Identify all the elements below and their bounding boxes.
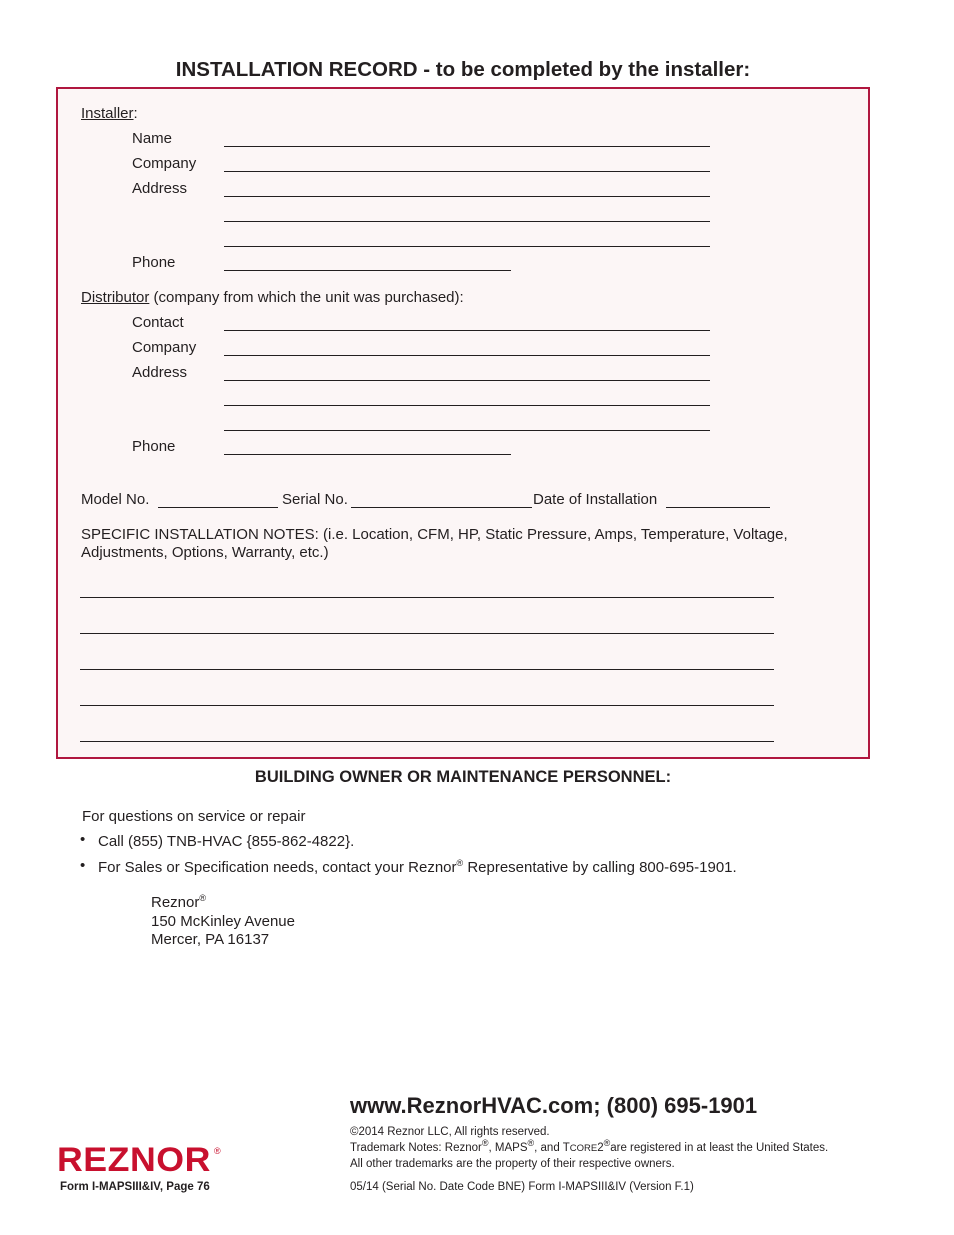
installer-name-field[interactable] bbox=[224, 146, 710, 147]
reznor-logo: REZNOR bbox=[57, 1141, 211, 1179]
copyright: ©2014 Reznor LLC, All rights reserved. bbox=[350, 1126, 550, 1138]
tm-b: , MAPS bbox=[488, 1142, 528, 1154]
address-city: Mercer, PA 16137 bbox=[151, 931, 270, 948]
distributor-phone-label: Phone bbox=[132, 438, 176, 455]
address-name-reg: ® bbox=[199, 893, 206, 903]
distributor-heading bbox=[81, 289, 464, 306]
installer-address-label: Address bbox=[132, 180, 188, 197]
distributor-company-field[interactable] bbox=[224, 355, 710, 356]
bullet-2-text-a: For Sales or Specification needs, contact your Reznor bbox=[98, 859, 457, 876]
installer-company-field[interactable] bbox=[224, 171, 710, 172]
address-name-text: Reznor bbox=[151, 894, 200, 911]
distributor-address-field-3[interactable] bbox=[224, 430, 710, 431]
other-trademarks: All other trademarks are the property of their respective owners. bbox=[350, 1158, 675, 1170]
bullet-2-marker: • bbox=[80, 857, 86, 874]
installer-heading-text: Installer bbox=[81, 105, 134, 122]
tm-d: 2 bbox=[597, 1142, 604, 1154]
distributor-note: (company from which the unit was purchased): bbox=[149, 289, 464, 306]
model-label: Model No. bbox=[81, 491, 150, 508]
trademark-notes bbox=[350, 1138, 829, 1154]
form-page-number: Form I-MAPSIII&IV, Page 76 bbox=[60, 1181, 210, 1193]
distributor-address-field-2[interactable] bbox=[224, 405, 710, 406]
bullet-2-reg: ® bbox=[456, 858, 464, 868]
installer-company-label: Company bbox=[132, 155, 197, 172]
model-field[interactable] bbox=[158, 507, 278, 508]
distributor-contact-label: Contact bbox=[132, 314, 184, 331]
installer-address-field-1[interactable] bbox=[224, 196, 710, 197]
installer-phone-field[interactable] bbox=[224, 270, 511, 271]
installer-address-field-2[interactable] bbox=[224, 221, 710, 222]
installer-colon: : bbox=[133, 105, 138, 122]
tm-reg-1: ® bbox=[481, 1138, 489, 1149]
serial-field[interactable] bbox=[351, 507, 532, 508]
tm-a: Trademark Notes: Reznor bbox=[350, 1142, 482, 1154]
serial-label: Serial No. bbox=[282, 491, 348, 508]
owner-intro: For questions on service or repair bbox=[82, 808, 306, 825]
tm-e: are registered in at least the United States. bbox=[610, 1142, 829, 1154]
logo-reg-mark: ® bbox=[214, 1146, 221, 1156]
notes-line-2[interactable] bbox=[80, 633, 774, 634]
date-code: 05/14 (Serial No. Date Code BNE) Form I-MAPSIII&IV (Version F.1) bbox=[350, 1181, 694, 1193]
notes-line-5[interactable] bbox=[80, 741, 774, 742]
installer-address-field-3[interactable] bbox=[224, 246, 710, 247]
distributor-address-field-1[interactable] bbox=[224, 380, 710, 381]
distributor-phone-field[interactable] bbox=[224, 454, 511, 455]
installer-heading bbox=[81, 105, 138, 122]
bullet-1-text: Call (855) TNB-HVAC {855-862-4822}. bbox=[98, 833, 355, 850]
installer-name-label: Name bbox=[132, 130, 173, 147]
notes-line-4[interactable] bbox=[80, 705, 774, 706]
distributor-contact-field[interactable] bbox=[224, 330, 710, 331]
notes-label-line1: SPECIFIC INSTALLATION NOTES: (i.e. Location, CFM, HP, Static Pressure, Amps, Temperature, Voltage, bbox=[81, 526, 788, 543]
distributor-address-label: Address bbox=[132, 364, 188, 381]
address-street: 150 McKinley Avenue bbox=[151, 913, 295, 930]
owner-heading: BUILDING OWNER OR MAINTENANCE PERSONNEL: bbox=[254, 768, 672, 786]
tm-c: , and T bbox=[534, 1142, 570, 1154]
distributor-heading-text: Distributor bbox=[81, 289, 150, 306]
address-name bbox=[151, 894, 206, 911]
distributor-company-label: Company bbox=[132, 339, 197, 356]
bullet-2-text-b: Representative by calling 800-695-1901. bbox=[463, 859, 737, 876]
page-title: INSTALLATION RECORD - to be completed by the installer: bbox=[175, 58, 751, 81]
notes-line-1[interactable] bbox=[80, 597, 774, 598]
install-date-field[interactable] bbox=[666, 507, 770, 508]
bullet-1-marker: • bbox=[80, 831, 86, 848]
installer-phone-label: Phone bbox=[132, 254, 176, 271]
tm-core: CORE bbox=[569, 1143, 598, 1154]
website-phone: www.ReznorHVAC.com; (800) 695-1901 bbox=[350, 1093, 758, 1118]
install-date-label: Date of Installation bbox=[533, 491, 658, 508]
notes-line-3[interactable] bbox=[80, 669, 774, 670]
bullet-2-text bbox=[98, 859, 737, 876]
notes-label-line2: Adjustments, Options, Warranty, etc.) bbox=[81, 544, 329, 561]
tm-reg-2: ® bbox=[527, 1138, 535, 1149]
tm-reg-3: ® bbox=[603, 1138, 611, 1149]
